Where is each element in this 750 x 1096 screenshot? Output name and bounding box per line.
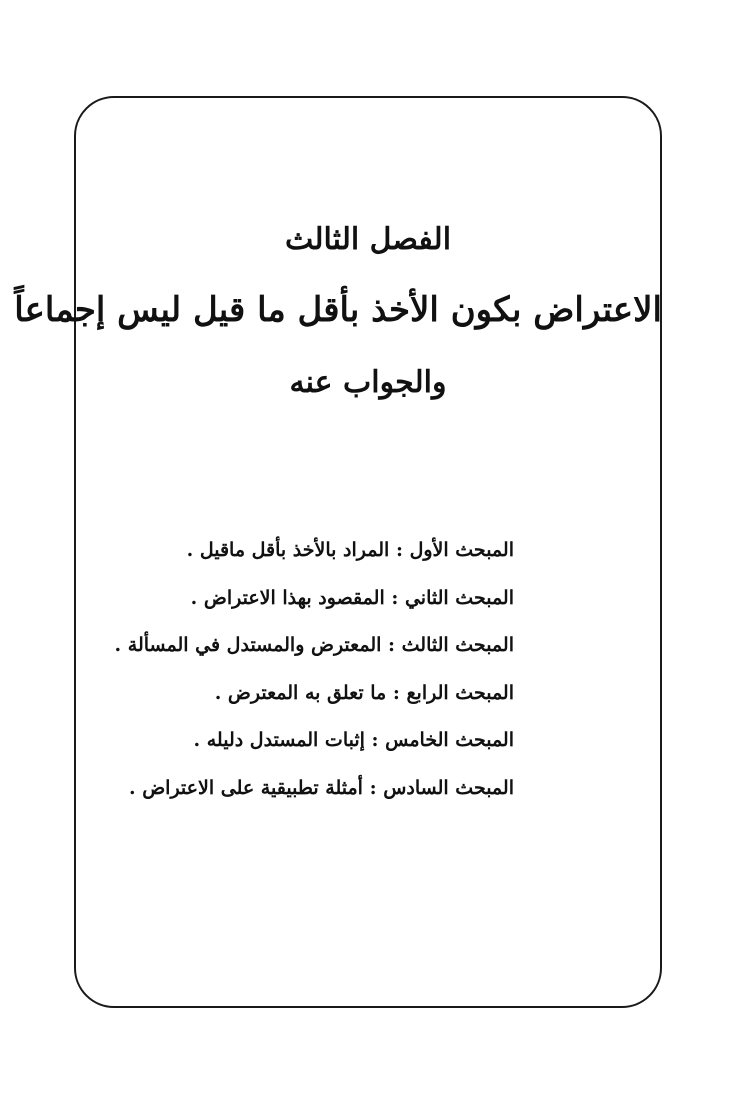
section-item-1: المبحث الأول : المراد بالأخذ بأقل ماقيل . xyxy=(186,539,514,561)
section-item-4: المبحث الرابع : ما تعلق به المعترض . xyxy=(214,681,514,704)
section-item-5: المبحث الخامس : إثبات المستدل دليله . xyxy=(193,729,514,751)
section-item-2: المبحث الثاني : المقصود بهذا الاعتراض . xyxy=(190,586,514,609)
chapter-subtitle: والجواب عنه xyxy=(289,365,447,400)
chapter-title: الاعتراض بكون الأخذ بأقل ما قيل ليس إجماعاً xyxy=(14,290,662,330)
section-item-3: المبحث الثالث : المعترض والمستدل في المسألة . xyxy=(114,634,514,656)
section-item-6: المبحث السادس : أمثلة تطبيقية على الاعتراض . xyxy=(128,776,514,799)
sections-list xyxy=(115,530,514,815)
chapter-heading: الفصل الثالث xyxy=(284,222,452,257)
